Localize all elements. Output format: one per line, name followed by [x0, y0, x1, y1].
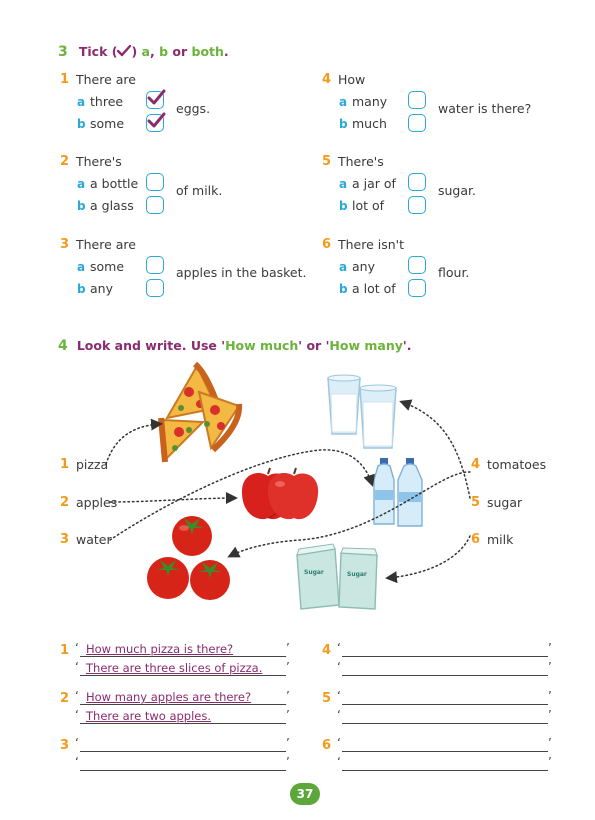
match-word-left: pizza	[76, 457, 109, 472]
answer-line[interactable]	[80, 770, 286, 771]
item-completion: sugar.	[438, 183, 476, 198]
quote-mark: ‘	[75, 755, 79, 769]
option-a-label: a	[339, 260, 348, 274]
quote-mark: ‘	[75, 641, 79, 655]
answer-text: There are three slices of pizza.	[86, 661, 263, 675]
item-number: 3	[60, 237, 70, 252]
item-stem: There's	[76, 154, 122, 169]
quote-mark: ’	[548, 755, 552, 769]
option-a-text: a bottle	[90, 176, 139, 191]
quote-mark: ’	[286, 660, 290, 674]
option-b-text: some	[90, 116, 125, 131]
quote-mark: ’	[548, 708, 552, 722]
quote-mark: ’	[286, 736, 290, 750]
option-a-text: some	[90, 259, 125, 274]
quote-mark: ‘	[75, 689, 79, 703]
item-stem: How	[338, 72, 366, 87]
answer-number: 3	[60, 738, 70, 753]
item-number: 1	[60, 72, 70, 87]
answer-line[interactable]	[80, 704, 286, 705]
match-number: 3	[60, 532, 70, 547]
option-a-text: three	[90, 94, 124, 109]
answer-line[interactable]	[342, 770, 548, 771]
quote-mark: ’	[286, 755, 290, 769]
quote-mark: ’	[286, 708, 290, 722]
answer-line[interactable]	[342, 751, 548, 752]
answer-line[interactable]	[342, 675, 548, 676]
answer-line[interactable]	[342, 656, 548, 657]
option-b-label: b	[339, 282, 348, 296]
exercise-number: 3	[58, 44, 68, 60]
answer-text: There are two apples.	[86, 709, 212, 723]
option-b-label: b	[339, 199, 348, 213]
option-a-label: a	[77, 95, 86, 109]
option-a-label: a	[77, 260, 86, 274]
option-b-label: b	[77, 199, 86, 213]
option-b-text: much	[352, 116, 387, 131]
match-word-left: apples	[76, 495, 118, 510]
option-a-text: any	[352, 259, 375, 274]
match-number: 5	[471, 495, 481, 510]
quote-mark: ’	[548, 736, 552, 750]
sugar-carton-label: Sugar	[304, 569, 324, 576]
quote-mark: ’	[286, 641, 290, 655]
option-b-text: a lot of	[352, 281, 396, 296]
match-number: 6	[471, 532, 481, 547]
match-word-right: milk	[487, 532, 514, 547]
quote-mark: ‘	[337, 708, 341, 722]
answer-line[interactable]	[80, 723, 286, 724]
option-b-text: a glass	[90, 198, 134, 213]
item-stem: There are	[76, 72, 136, 87]
answer-number: 4	[322, 643, 332, 658]
option-a-label: a	[77, 177, 86, 191]
quote-mark: ‘	[337, 660, 341, 674]
quote-mark: ’	[548, 660, 552, 674]
match-word-left: water	[76, 532, 112, 547]
quote-mark: ‘	[337, 736, 341, 750]
quote-mark: ‘	[337, 641, 341, 655]
quote-mark: ’	[548, 689, 552, 703]
quote-mark: ’	[286, 689, 290, 703]
item-number: 2	[60, 154, 70, 169]
option-b-label: b	[77, 117, 86, 131]
answer-line[interactable]	[80, 675, 286, 676]
item-completion: apples in the basket.	[176, 265, 307, 280]
answer-text: How much pizza is there?	[86, 642, 234, 656]
page-number: 37	[290, 783, 320, 805]
exercise-number: 4	[58, 338, 68, 354]
option-a-text: a jar of	[352, 176, 396, 191]
match-word-right: sugar	[487, 495, 523, 510]
quote-mark: ‘	[75, 660, 79, 674]
quote-mark: ‘	[337, 689, 341, 703]
match-number: 1	[60, 457, 70, 472]
item-completion: eggs.	[176, 101, 211, 116]
option-b-label: b	[77, 282, 86, 296]
item-number: 4	[322, 72, 332, 87]
option-a-text: many	[352, 94, 388, 109]
answer-line[interactable]	[80, 656, 286, 657]
answer-number: 1	[60, 643, 70, 658]
answer-line[interactable]	[342, 704, 548, 705]
item-completion: flour.	[438, 265, 470, 280]
match-number: 2	[60, 495, 70, 510]
answer-number: 2	[60, 691, 70, 706]
answer-number: 5	[322, 691, 332, 706]
quote-mark: ‘	[75, 708, 79, 722]
item-number: 5	[322, 154, 332, 169]
item-stem: There are	[76, 237, 136, 252]
match-word-right: tomatoes	[487, 457, 547, 472]
option-a-label: a	[339, 95, 348, 109]
match-number: 4	[471, 457, 481, 472]
exercise-3-heading: 3 Tick ( ) a, b or both.	[58, 44, 229, 60]
item-stem: There isn't	[338, 237, 405, 252]
quote-mark: ’	[548, 641, 552, 655]
option-b-text: any	[90, 281, 113, 296]
item-stem: There's	[338, 154, 384, 169]
sugar-carton-label: Sugar	[347, 571, 367, 578]
option-b-label: b	[339, 117, 348, 131]
answer-line[interactable]	[342, 723, 548, 724]
option-a-label: a	[339, 177, 348, 191]
option-b-text: lot of	[352, 198, 385, 213]
quote-mark: ‘	[75, 736, 79, 750]
item-completion: of milk.	[176, 183, 223, 198]
answer-number: 6	[322, 738, 332, 753]
quote-mark: ‘	[337, 755, 341, 769]
answer-text: How many apples are there?	[86, 690, 252, 704]
item-completion: water is there?	[438, 101, 532, 116]
exercise-4-heading: 4 Look and write. Use 'How much' or 'How many'.	[58, 338, 412, 354]
answer-line[interactable]	[80, 751, 286, 752]
item-number: 6	[322, 237, 332, 252]
